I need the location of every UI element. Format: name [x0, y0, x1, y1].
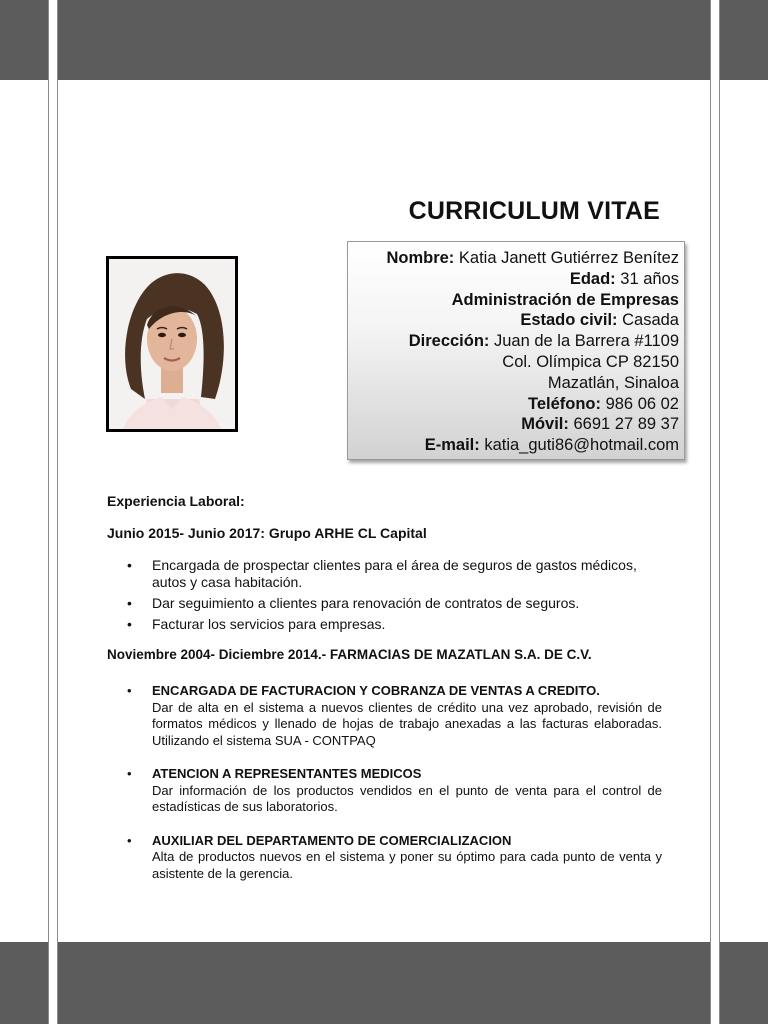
address-row — [348, 331, 679, 352]
address-label: Dirección: — [408, 332, 490, 351]
marital-status-label: Estado civil: — [520, 311, 618, 330]
email-label: E-mail: — [424, 436, 480, 455]
age-row — [348, 269, 679, 290]
phone-value: 986 06 02 — [601, 394, 679, 413]
age-value: 31 años — [615, 269, 679, 288]
name-row — [348, 248, 679, 269]
phone-row — [348, 394, 679, 415]
job1-duty-text: Facturar los servicios para empresas. — [152, 616, 386, 632]
list-item — [107, 616, 662, 633]
top-band-left — [0, 0, 48, 80]
experience-heading: Experiencia Laboral: — [107, 493, 245, 509]
job2-duty-heading: ENCARGADA DE FACTURACION Y COBRANZA DE VENTAS A CREDITO. — [152, 683, 600, 698]
job2-duty-heading: AUXILIAR DEL DEPARTAMENTO DE COMERCIALIZACION — [152, 832, 512, 848]
list-item — [107, 833, 662, 883]
job1-duties-list — [107, 557, 662, 637]
job1-title: Junio 2015- Junio 2017: Grupo ARHE CL Capital — [107, 525, 427, 541]
job1-duty-text: Dar seguimiento a clientes para renovación de contratos de seguros. — [152, 595, 580, 611]
page-edge-right-inner — [710, 0, 711, 1024]
address-line-1: Juan de la Barrera #1109 — [489, 332, 679, 351]
job2-duty-description: Alta de productos nuevos en el sistema y poner su óptimo para cada punto de venta y asistente de la gerencia. — [152, 849, 662, 881]
job2-duties-list — [107, 683, 662, 899]
job2-title: Noviembre 2004- Diciembre 2014.- FARMACIAS DE MAZATLAN S.A. DE C.V. — [107, 647, 592, 662]
email-value: katia_guti86@hotmail.com — [479, 436, 679, 455]
top-band-right — [720, 0, 768, 80]
document-title: CURRICULUM VITAE — [408, 197, 660, 225]
name-value: Katia Janett Gutiérrez Benítez — [454, 249, 679, 267]
age-label: Edad: — [569, 269, 616, 288]
bullet-icon: • — [127, 832, 132, 848]
job2-duty-description: Dar de alta en el sistema a nuevos clientes de crédito una vez aprobado, revisión de formatos médicos y llenado de hojas de trabajo anexadas a las facturas elaboradas. Utilizando el sistema SUA - CONTPAQ — [152, 699, 662, 748]
bottom-band-center — [58, 942, 710, 1024]
mobile-value: 6691 27 89 37 — [568, 415, 679, 434]
address-line-3: Mazatlán, Sinaloa — [547, 373, 679, 392]
portrait-image — [109, 259, 235, 429]
page-edge-left-inner — [57, 0, 58, 1024]
bullet-icon: • — [127, 683, 132, 698]
mobile-row — [348, 414, 679, 435]
degree-value: Administración de Empresas — [451, 290, 679, 309]
profile-photo — [106, 256, 238, 432]
job1-duty-text: Encargada de prospectar clientes para el área de seguros de gastos médicos, autos y casa habitación. — [152, 557, 637, 590]
bottom-band-right — [720, 942, 768, 1024]
address-line-2: Col. Olímpica CP 82150 — [502, 352, 679, 371]
page-edge-right-outer — [719, 0, 720, 1024]
email-row — [348, 435, 679, 456]
personal-info-box — [347, 241, 685, 460]
bullet-icon: • — [127, 616, 132, 632]
bullet-icon: • — [127, 557, 132, 573]
bullet-icon: • — [127, 766, 132, 781]
page-edge-left-outer — [48, 0, 49, 1024]
name-label: Nombre: — [386, 249, 455, 267]
bullet-icon: • — [127, 595, 132, 611]
bottom-band-left — [0, 942, 48, 1024]
job2-duty-heading: ATENCION A REPRESENTANTES MEDICOS — [152, 766, 422, 781]
list-item — [107, 683, 662, 749]
mobile-label: Móvil: — [521, 415, 569, 434]
marital-status-row — [348, 310, 679, 331]
job2-duty-description: Dar información de los productos vendidos en el punto de venta para el control de estadísticas de sus laboratorios. — [152, 782, 662, 814]
list-item — [107, 766, 662, 816]
marital-status-value: Casada — [617, 311, 679, 330]
top-band-center — [58, 0, 710, 80]
phone-label: Teléfono: — [527, 394, 601, 413]
list-item — [107, 557, 662, 591]
list-item — [107, 595, 662, 612]
degree-row — [348, 290, 679, 311]
